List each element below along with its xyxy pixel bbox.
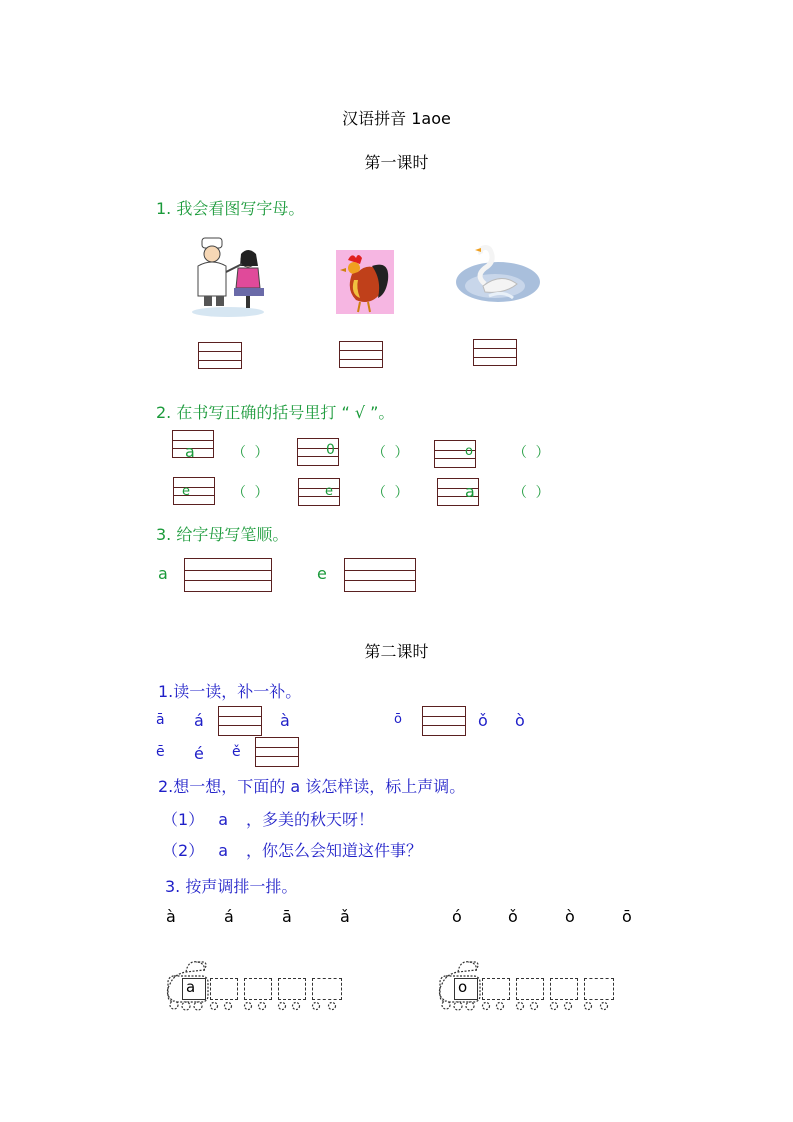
train-o-label: o (458, 978, 468, 996)
sentence-num: （2） (162, 841, 205, 860)
letter-box (298, 478, 340, 506)
write-box-1[interactable] (198, 342, 242, 369)
sentence-1 (162, 807, 374, 830)
goose-picture (455, 244, 541, 306)
letter-sample: a (465, 482, 475, 501)
tone-a2: á (194, 711, 204, 730)
sentence-text: ，你怎么会知道这件事？ (246, 841, 423, 860)
sentence-letter: a (218, 810, 228, 829)
fill-box-e[interactable] (255, 737, 299, 767)
lesson1-heading: 第一课时 (364, 153, 429, 172)
order-o-1: ó (452, 907, 462, 926)
lesson1-q3-title: 3. 给字母写笔顺。 (156, 525, 289, 544)
order-a-3: ā (282, 907, 292, 926)
letter-sample: e (182, 484, 190, 499)
train-car-slot[interactable] (278, 978, 306, 1000)
lesson2-heading: 第二课时 (364, 642, 429, 661)
train-a (164, 960, 350, 1012)
tone-o1: ō (394, 712, 402, 727)
stroke-letter-e: e (317, 564, 327, 583)
stroke-box-e[interactable] (344, 558, 416, 592)
page-title: 汉语拼音 1aoe (342, 109, 451, 128)
lesson2-q1-title: 1.读一读，补一补。 (158, 682, 302, 701)
check-paren[interactable]: （ ） (372, 445, 411, 461)
train-car-slot[interactable] (482, 978, 510, 1000)
train-car-slot[interactable] (210, 978, 238, 1000)
train-a-label: a (186, 978, 196, 996)
check-paren[interactable]: （ ） (513, 445, 552, 461)
check-paren[interactable]: （ ） (372, 485, 411, 501)
sentence-letter: a (218, 841, 228, 860)
train-car-slot[interactable] (312, 978, 342, 1000)
lesson2-q2-title: 2.想一想，下面的 a 该怎样读，标上声调。 (158, 777, 466, 796)
tone-o3: ǒ (478, 711, 488, 730)
check-paren[interactable]: （ ） (232, 445, 271, 461)
lesson1-q2-title: 2. 在书写正确的括号里打 “ √ ”。 (156, 403, 395, 422)
lesson1-q1-title: 1. 我会看图写字母。 (156, 199, 305, 218)
check-paren[interactable]: （ ） (232, 485, 271, 501)
check-paren[interactable]: （ ） (513, 485, 552, 501)
order-o-2: ǒ (508, 907, 518, 926)
write-box-3[interactable] (473, 339, 517, 366)
train-o (436, 960, 622, 1012)
doctor-patient-picture (186, 232, 270, 318)
letter-sample: o (465, 444, 473, 459)
train-car-slot[interactable] (584, 978, 614, 1000)
fill-box-a[interactable] (218, 706, 262, 736)
tone-o4: ò (515, 711, 525, 730)
stroke-letter-a: a (158, 564, 168, 583)
tone-e1: ē (156, 744, 165, 760)
sentence-num: （1） (162, 810, 205, 829)
order-a-2: á (224, 907, 234, 926)
stroke-box-a[interactable] (184, 558, 272, 592)
letter-sample: a (185, 442, 195, 461)
write-box-2[interactable] (339, 341, 383, 368)
tone-a1: ā (156, 712, 165, 728)
rooster-picture (336, 250, 394, 314)
train-car-slot[interactable] (550, 978, 578, 1000)
order-a-1: à (166, 907, 176, 926)
train-car-slot[interactable] (516, 978, 544, 1000)
sentence-2 (162, 838, 422, 861)
tone-a4: à (280, 711, 290, 730)
order-a-4: ǎ (340, 907, 350, 926)
tone-e2: é (194, 744, 204, 763)
train-car-slot[interactable] (244, 978, 272, 1000)
sentence-text: ，多美的秋天呀！ (246, 810, 375, 829)
letter-sample: 0 (326, 442, 335, 458)
order-o-3: ò (565, 907, 575, 926)
order-o-4: ō (622, 907, 632, 926)
fill-box-o[interactable] (422, 706, 466, 736)
letter-sample: e (325, 484, 333, 499)
lesson2-q3-title: 3. 按声调排一排。 (165, 877, 298, 896)
tone-e3: ě (232, 744, 241, 760)
letter-box (173, 477, 215, 505)
